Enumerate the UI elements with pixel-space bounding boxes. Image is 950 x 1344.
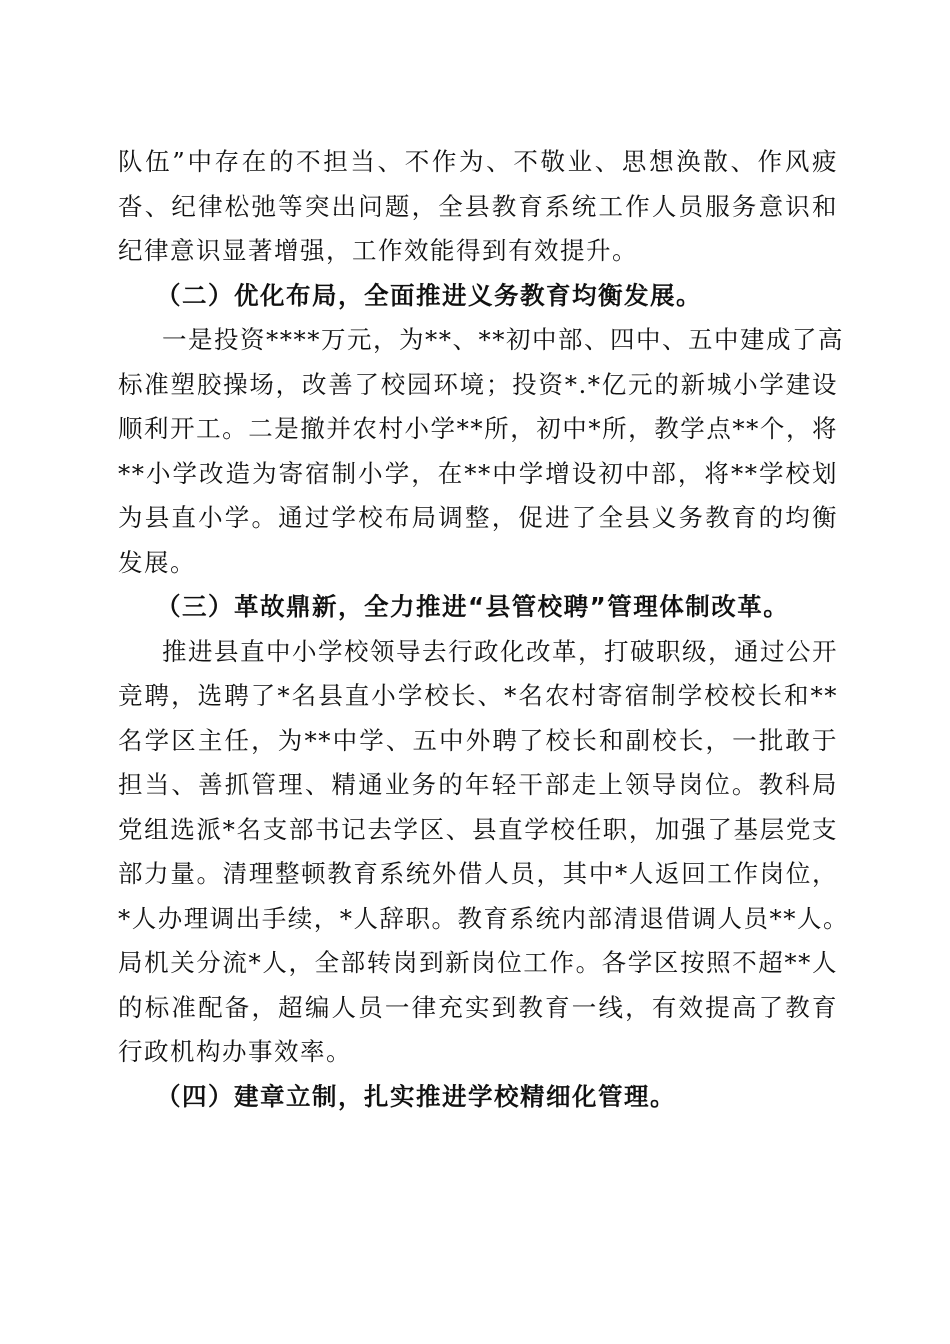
- text-line: 竞聘，选聘了*名县直小学校长、*名农村寄宿制学校校长和**: [118, 681, 838, 710]
- text-line: *人办理调出手续，*人辞职。教育系统内部清退借调人员**人。: [118, 903, 849, 933]
- text-line: 部力量。清理整顿教育系统外借人员，其中*人返回工作岗位，: [118, 859, 838, 888]
- text-line: **小学改造为寄宿制小学，在**中学增设初中部，将**学校划: [118, 458, 838, 488]
- section-heading-2: （二）优化布局，全面推进义务教育均衡发展。: [156, 280, 702, 310]
- paragraph-reform: [118, 630, 849, 1075]
- text-line: 推进县直中小学校领导去行政化改革，打破职级，通过公开: [162, 636, 838, 666]
- text-line: 行政机构办事效率。: [118, 1037, 352, 1066]
- paragraph-layout: [118, 318, 844, 585]
- text-line: 为县直小学。通过学校布局调整，促进了全县义务教育的均衡: [118, 503, 838, 532]
- section-heading-3: （三）革故鼎新，全力推进“县管校聘”管理体制改革。: [156, 592, 790, 621]
- text-line: 的标准配备，超编人员一律充实到教育一线，有效提高了教育: [118, 992, 838, 1022]
- text-line: 纪律意识显著增强，工作效能得到有效提升。: [118, 236, 638, 265]
- paragraph-discipline: [118, 140, 838, 274]
- text-line: 一是投资****万元，为**、**初中部、四中、五中建成了高: [162, 325, 844, 354]
- text-line: 标准塑胶操场，改善了校园环境；投资*.*亿元的新城小学建设: [118, 369, 838, 399]
- document-body: [118, 140, 849, 1119]
- text-line: 担当、善抓管理、精通业务的年轻干部走上领导岗位。教科局: [118, 770, 838, 799]
- text-line: 队伍”中存在的不担当、不作为、不敬业、思想涣散、作风疲: [118, 147, 838, 176]
- text-line: 沓、纪律松弛等突出问题，全县教育系统工作人员服务意识和: [118, 191, 838, 221]
- text-line: 发展。: [118, 547, 196, 577]
- text-line: 名学区主任，为**中学、五中外聘了校长和副校长，一批敢于: [118, 725, 838, 755]
- section-heading-4: （四）建章立制，扎实推进学校精细化管理。: [156, 1081, 676, 1111]
- text-line: 局机关分流*人，全部转岗到新岗位工作。各学区按照不超**人: [118, 948, 838, 977]
- text-line: 顺利开工。二是撤并农村小学**所，初中*所，教学点**个，将: [118, 414, 838, 443]
- text-line: 党组选派*名支部书记去学区、县直学校任职，加强了基层党支: [118, 814, 838, 844]
